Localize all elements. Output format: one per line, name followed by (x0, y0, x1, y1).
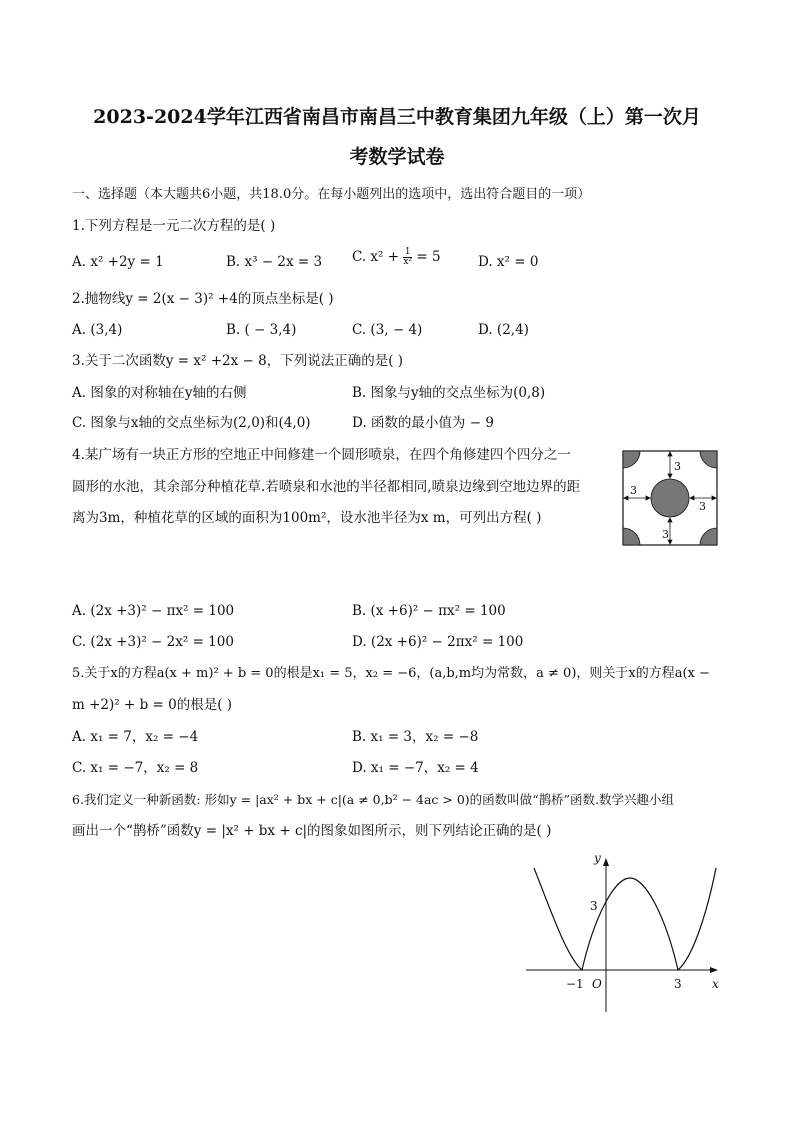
question-1-option-a: A. x² +2y = 1 (72, 254, 164, 270)
question-2-option-d: D. (2,4) (478, 322, 529, 338)
question-3-stem: 3.关于二次函数y = x² +2x − 8，下列说法正确的是( ) (72, 353, 404, 369)
question-4-line2: 圆形的水池，其余部分种植花草.若喷泉和水池的半径都相同,喷泉边缘到空地边界的距 (72, 479, 581, 495)
question-5-line2: m +2)² + b = 0的根是( ) (72, 697, 233, 713)
fountain-square-figure (622, 450, 718, 546)
question-6-line2: 画出一个“鹊桥”函数y = |x² + bx + c|的图象如图所示，则下列结论正确的是( ) (72, 823, 552, 839)
exam-title-line2: 考数学试卷 (349, 146, 445, 168)
label-right-3: 3 (699, 500, 706, 513)
question-2-option-b: B. ( − 3,4) (226, 322, 297, 338)
question-5-option-d: D. x₁ = −7，x₂ = 4 (352, 760, 479, 776)
question-2-option-a: A. (3,4) (72, 322, 123, 338)
question-5-line1: 5.关于x的方程a(x + m)² + b = 0的根是x₁ = 5，x₂ = −6，(a,b,m均为常数，a ≠ 0)，则关于x的方程a(x − (72, 666, 710, 681)
exam-title-line1: 2023-2024学年江西省南昌市南昌三中教育集团九年级（上）第一次月 (93, 106, 701, 128)
question-5-option-b: B. x₁ = 3，x₂ = −8 (352, 729, 479, 745)
graph-curve (534, 868, 716, 970)
fraction (403, 248, 412, 267)
x-tick-left-label: −1 (566, 977, 584, 991)
question-6-line1: 6.我们定义一种新函数: 形如y = |ax² + bx + c|(a ≠ 0,b² − 4ac > 0)的函数叫做“鹊桥”函数.数学兴趣小组 (72, 792, 674, 807)
question-4-line3: 离为3m，种植花草的区域的面积为100m²，设水池半径为x m，可列出方程( ) (72, 510, 542, 526)
question-3-option-d: D. 函数的最小值为 − 9 (352, 415, 494, 431)
y-axis-label: y (594, 851, 601, 865)
question-4-option-b: B. (x +6)² − πx² = 100 (352, 603, 506, 619)
question-2-option-c: C. (3, − 4) (352, 322, 423, 338)
question-3-option-a: A. 图象的对称轴在y轴的右侧 (72, 385, 247, 401)
question-4-option-d: D. (2x +6)² − 2πx² = 100 (352, 634, 524, 650)
x-axis-arrow (710, 967, 718, 973)
label-bottom-3: 3 (662, 528, 669, 541)
question-1-option-b: B. x³ − 2x = 3 (226, 254, 323, 270)
section-heading: 一、选择题（本大题共6小题，共18.0分。在每小题列出的选项中，选出符合题目的一项） (72, 187, 591, 202)
question-4-line1: 4.某广场有一块正方形的空地正中间修建一个圆形喷泉，在四个角修建四个四分之一 (72, 447, 571, 463)
y-axis-arrow (603, 858, 609, 866)
fraction-denominator: x² (403, 257, 413, 267)
option-c-suffix: = 5 (412, 249, 441, 265)
label-left-3: 3 (630, 484, 637, 497)
question-4-option-a: A. (2x +3)² − πx² = 100 (72, 603, 235, 619)
question-1-stem: 1.下列方程是一元二次方程的是( ) (72, 218, 276, 234)
question-4-option-c: C. (2x +3)² − 2x² = 100 (72, 634, 234, 650)
label-top-3: 3 (674, 460, 681, 473)
y-tick-label: 3 (590, 899, 598, 913)
fountain-circle (651, 479, 689, 517)
x-axis-label: x (712, 977, 719, 991)
question-1-option-d: D. x² = 0 (478, 254, 539, 270)
question-5-option-a: A. x₁ = 7，x₂ = −4 (72, 729, 199, 745)
question-3-option-b: B. 图象与y轴的交点坐标为(0,8) (352, 385, 546, 401)
magpie-bridge-graph (522, 848, 728, 1016)
fraction-numerator: 1 (404, 247, 411, 257)
x-tick-right-label: 3 (674, 977, 682, 991)
question-2-stem: 2.抛物线y = 2(x − 3)² +4的顶点坐标是( ) (72, 291, 334, 307)
question-5-option-c: C. x₁ = −7，x₂ = 8 (72, 760, 199, 776)
question-3-option-c: C. 图象与x轴的交点坐标为(2,0)和(4,0) (72, 415, 311, 431)
option-c-prefix: C. x² + (352, 249, 404, 265)
origin-label: O (592, 977, 602, 991)
question-1-option-c (352, 248, 441, 267)
